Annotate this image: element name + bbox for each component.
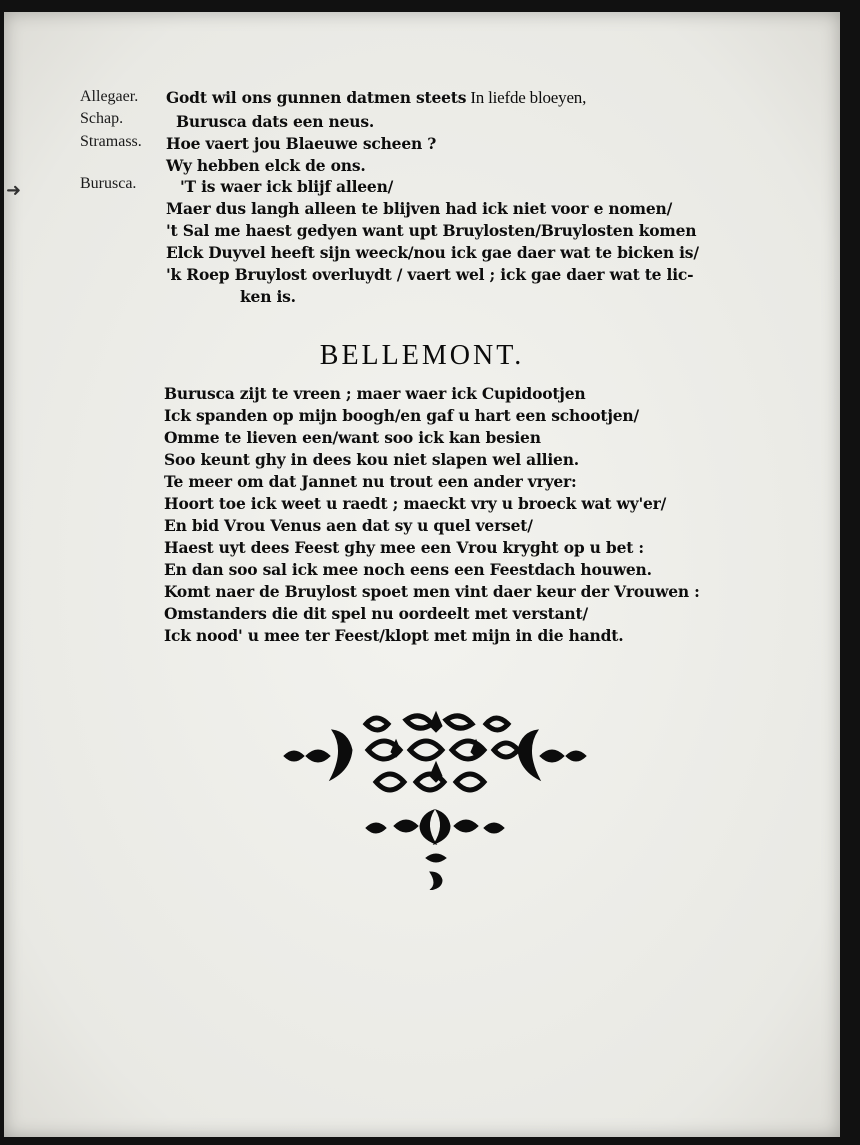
speaker-stramass: Stramass. (80, 133, 142, 150)
verse-line: Hoort toe ick weet u raedt ; maeckt vry u broeck wat wy'er/ (164, 494, 667, 513)
dialogue-line: 'k Roep Bruylost overluydt / vaert wel ; ick gae daer wat te lic- (166, 265, 694, 284)
verse-line: En bid Vrou Venus aen dat sy u quel verset/ (164, 516, 533, 535)
verse-line: Burusca zijt te vreen ; maer waer ick Cupidootjen (164, 384, 586, 403)
verse-line: Soo keunt ghy in dees kou niet slapen wel allien. (164, 450, 579, 469)
book-page (4, 12, 840, 1137)
verse-line: Omme te lieven een/want soo ick kan besien (164, 428, 541, 447)
verse-line: En dan soo sal ick mee noch eens een Feestdach houwen. (164, 560, 652, 579)
dialogue-line: Wy hebben elck de ons. (166, 156, 366, 175)
dialogue-line: Maer dus langh alleen te blijven had ick niet voor e nomen/ (166, 199, 673, 218)
speaker-allegaer: Allegaer. (80, 88, 139, 105)
verse-line: Komt naer de Bruylost spoet men vint daer keur der Vrouwen : (164, 582, 700, 601)
verse-line: Ick spanden op mijn boogh/en gaf u hart een schootjen/ (164, 406, 639, 425)
margin-arrow-icon: ➜ (6, 180, 22, 201)
dialogue-line: Elck Duyvel heeft sijn weeck/nou ick gae daer wat te bicken is/ (166, 243, 699, 262)
dialogue-line: Hoe vaert jou Blaeuwe scheen ? (166, 134, 437, 153)
dialogue-line: Burusca dats een neus. (176, 112, 375, 131)
dialogue-line-text: Godt wil ons gunnen datmen steets (166, 88, 467, 107)
verse-line: Haest uyt dees Feest ghy mee een Vrou kryght op u bet : (164, 538, 644, 557)
dialogue-line (166, 88, 586, 108)
section-heading: BELLEMONT. (319, 340, 525, 371)
dialogue-line: ken is. (240, 287, 296, 306)
speaker-burusca: Burusca. (80, 175, 137, 192)
dialogue-line: 'T is waer ick blijf alleen/ (180, 177, 394, 196)
fleuron-tailpiece-icon (276, 710, 596, 890)
dialogue-line: 't Sal me haest gedyen want upt Bruylosten/Bruylosten komen (166, 221, 697, 240)
speaker-schap: Schap. (80, 110, 124, 127)
verse-line: Te meer om dat Jannet nu trout een ander vryer: (164, 472, 577, 491)
verse-line: Ick nood' u mee ter Feest/klopt met mijn in die handt. (164, 626, 624, 645)
dialogue-line-roman: In liefde bloeyen, (466, 88, 587, 107)
verse-line: Omstanders die dit spel nu oordeelt met verstant/ (164, 604, 588, 623)
